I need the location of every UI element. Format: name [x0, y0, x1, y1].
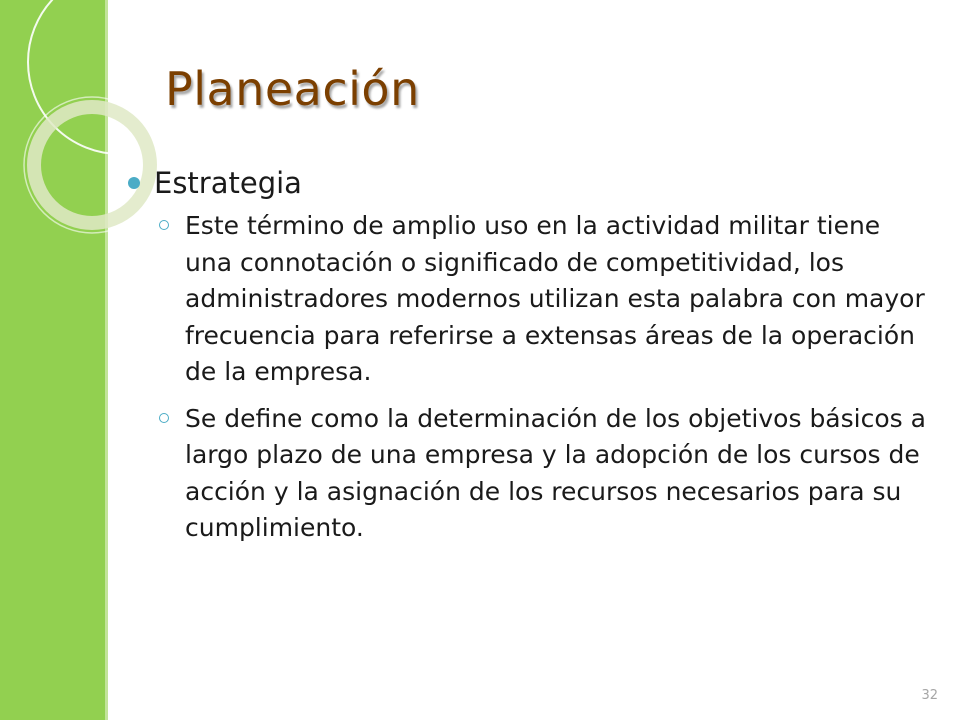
subbullet-ring-icon	[159, 413, 169, 423]
subbullet-text: Este término de amplio uso en la actividad militar tiene una connotación o significado de competitividad, los administradores modernos utilizan esta palabra con mayor frecuencia para referirse a extensas áreas de la operación de la empresa.	[185, 211, 925, 386]
bullet-text: Estrategia	[154, 166, 302, 200]
bullet-dot-icon	[128, 177, 140, 189]
slide-title: Planeación	[165, 62, 420, 116]
subbullet-ring-icon	[159, 220, 169, 230]
slide-number: 32	[921, 688, 938, 703]
subbullet-text: Se define como la determinación de los objetivos básicos a largo plazo de una empresa y la adopción de los cursos de acción y la asignación de los recursos necesarios para su cumplimiento.	[185, 403, 926, 542]
bullet-item	[128, 166, 928, 200]
subbullet-item	[128, 208, 928, 391]
slide-content	[128, 166, 928, 557]
subbullet-item	[128, 401, 928, 547]
